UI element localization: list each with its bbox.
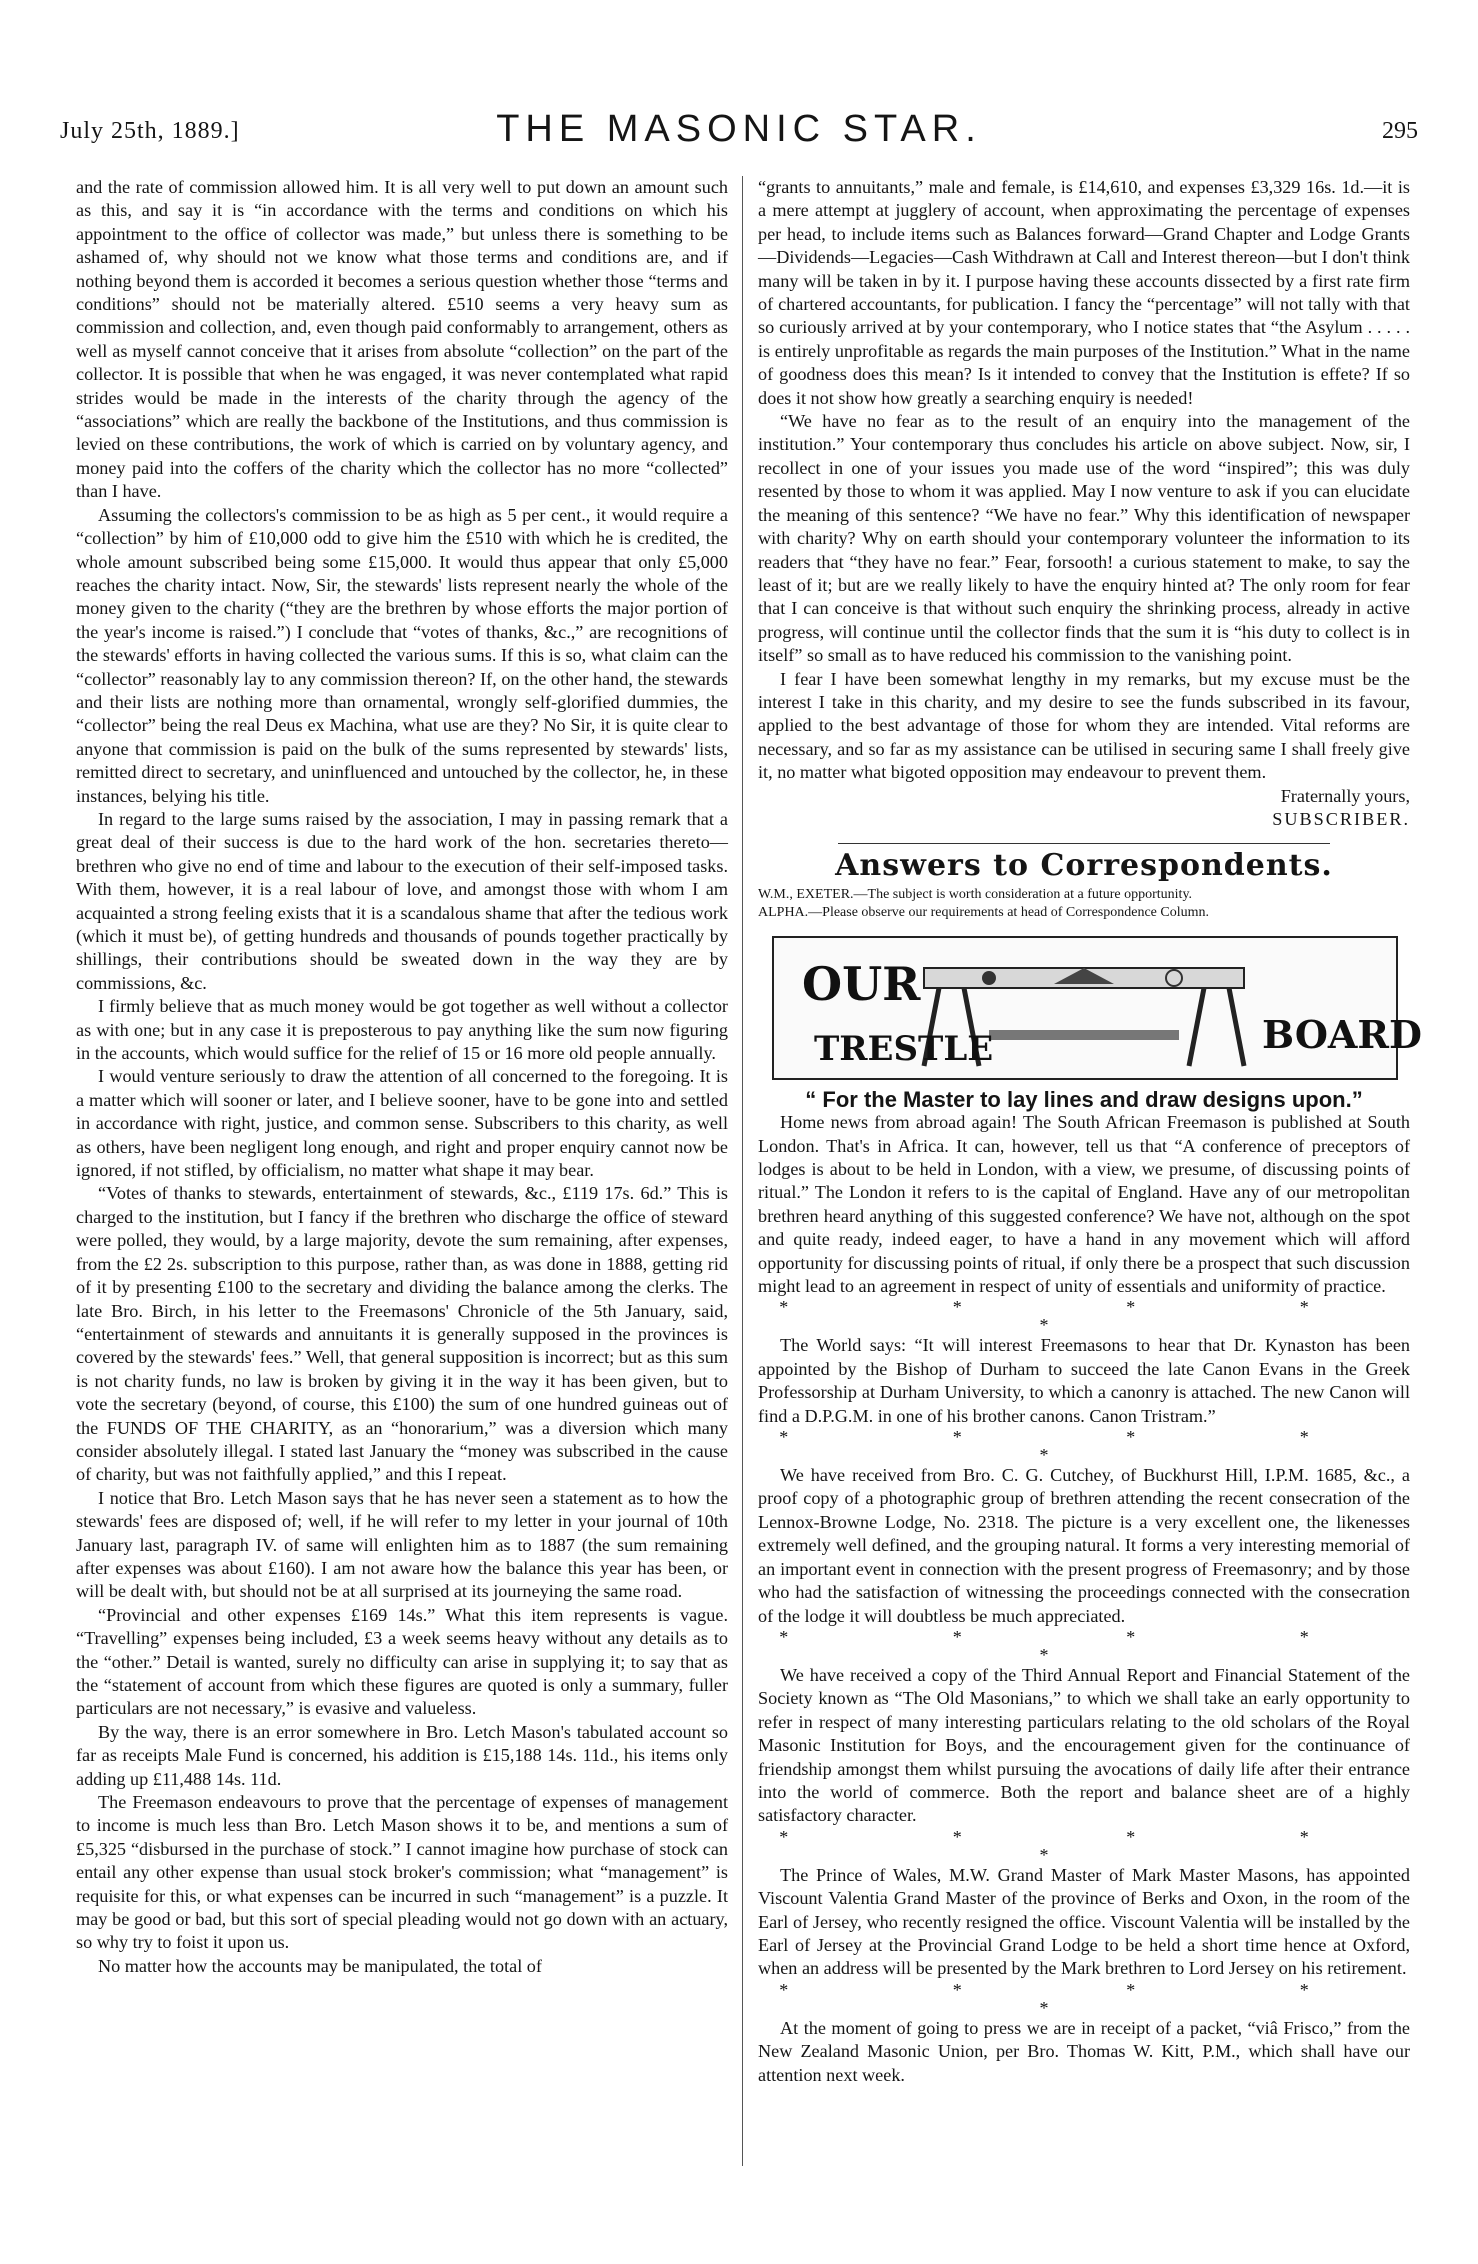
paragraph: I firmly believe that as much money would be got together as well without a collector as with one; but in any case it is preposterous to pay anything like the sum now figuring in the accounts, which would suffice for the relief of 15 or 16 more old people annually.	[76, 996, 728, 1064]
answers-heading: Answers to Correspondents.	[835, 848, 1333, 884]
banner-word-trestle: TRESTLE	[814, 1028, 994, 1069]
star-separator: * * * * *	[779, 1427, 1389, 1466]
paragraph: Assuming the collectors's commission to be as high as 5 per cent., it would require a “collection” by him of £10,000 odd to give him the £510 with which he is credited, the whole amount subscribed being some £15,000. It would thus appear that only £5,000 reaches the charity intact. Now, Sir, the stewards' lists represent nearly the whole of the money given to the charity (“they are the brethren by whose efforts the major portion of the year's income is raised.”) I conclude that “votes of thanks, &c.,” are recognitions of the stewards' efforts in having collected the various sums. If this is so, what claim can the “collector” reasonably lay to any commission thereon? If, on the other hand, the stewards and their lists are nothing more than ornamental, wrongly self-glorified dummies, the “collector” being the real Deus ex Machina, what use are they? No Sir, it is quite clear to anyone that commission is paid on the bulk of the sums represented by stewards' lists, remitted direct to secretary, and uninfluenced and untouched by the collector, he, in these instances, belying his title.	[76, 504, 728, 806]
answer-line: ALPHA.—Please observe our requirements at head of Correspondence Column.	[758, 904, 1209, 920]
issue-date: July 25th, 1889.]	[60, 118, 240, 144]
paragraph: In regard to the large sums raised by the association, I may in passing remark that a great deal of their success is due to the hard work of the hon. secretaries thereto—brethren who give no end of time and labour to the execution of their self-imposed tasks. With them, however, it is a real labour of love, and amongst those with whom I am acquainted a strong feeling exists that it is a scandalous shame that after the tedious work (which it must be), of getting hundreds and thousands of pounds together practically by shillings, their contributions should be sweated down in the way they are by commissions, &c.	[76, 808, 728, 993]
signature-name: SUBSCRIBER.	[1272, 808, 1410, 829]
compass-icon	[982, 971, 996, 985]
paragraph: The World says: “It will interest Freemasons to hear that Dr. Kynaston has been appointed by the Bishop of Durham to succeed the late Canon Evans in the Greek Professorship at Durham University, to which a canonry is attached. The new Canon will find a D.P.G.M. in one of his brother canons. Canon Tristram.”	[758, 1335, 1410, 1426]
column-divider	[742, 176, 743, 2166]
paragraph: “Votes of thanks to stewards, entertainment of stewards, &c., £119 17s. 6d.” This is charged to the institution, but I fancy if the brethren who discharge the office of steward were polled, they would, by a large majority, devote the sum remaining, after expenses, from the £2 2s. subscription to this purpose, rather than, as was done in 1888, getting rid of it by presenting £100 to the secretary and dividing the balance among the clerks. The late Bro. Birch, in his letter to the Freemasons' Chronicle of the 5th January, said, “entertainment of stewards and annuitants it is generally supposed in the provinces is covered by the stewards' fees.” Well, that general supposition is incorrect; but as this sum is not charity funds, no law is broken by giving it in the way it has been given, but to vote the secretary (beyond, of course, this £100) the sum of one hundred guineas out of the FUNDS OF THE CHARITY, as an “honorarium,” was a diversion which many consider absolutely illegal. I stated last January the “money was subscribed in the cause of charity, but was not faithfully applied,” and this I repeat.	[76, 1183, 728, 1485]
page-number: 295	[1382, 118, 1418, 144]
paragraph: We have received from Bro. C. G. Cutchey, of Buckhurst Hill, I.P.M. 1685, &c., a proof copy of a photographic group of brethren attending the recent consecration of the Lennox-Browne Lodge, No. 2318. The picture is a very excellent one, the likenesses extremely well defined, and the grouping natural. It forms a very interesting memorial of an important event in connection with the present progress of Freemasonry; and by those who had the satisfaction of witnessing the proceedings connected with the consecration of the lodge it will doubtless be much appreciated.	[758, 1465, 1410, 1626]
page-header	[60, 108, 1418, 152]
banner-word-our: OUR	[802, 956, 921, 1011]
right-column	[758, 176, 1422, 2087]
paragraph: “We have no fear as to the result of an enquiry into the management of the institution.” Your contemporary thus concludes his article on above subject. Now, sir, I recollect in one of your issues you made use of the word “inspired”; this was duly resented by those to whom it was applied. May I now venture to ask if you can elucidate the meaning of this sentence? “We have no fear.” Why this identification of newspaper with charity? Why on earth should your contemporary volunteer the information to its readers that “they have no fear.” Fear, forsooth! a curious statement to make, to say the least of it; but are we really likely to have the enquiry hinted at? The only room for fear that I can conceive is that without such enquiry the shrinking process, already in active progress, will continue until the collector finds that the sum it is “his duty to collect is in itself” so small as to have reduced his commission to the vanishing point.	[758, 411, 1410, 666]
answer-line: W.M., EXETER.—The subject is worth consideration at a future opportunity.	[758, 886, 1193, 902]
paragraph: The Prince of Wales, M.W. Grand Master of Mark Master Masons, has appointed Viscount Valentia Grand Master of the province of Berks and Oxon, in the room of the Earl of Jersey, who recently resigned the office. Viscount Valentia will be installed by the Earl of Jersey at the Provincial Grand Lodge to be held a short time hence at Oxford, when an address will be presented by the Mark brethren to Lord Jersey on his retirement.	[758, 1864, 1410, 1979]
banner-motto: “ For the Master to lay lines and draw designs upon.”	[805, 1086, 1363, 1112]
paragraph: At the moment of going to press we are in receipt of a packet, “viâ Frisco,” from the New Zealand Masonic Union, per Bro. Thomas W. Kitt, P.M., which shall have our attention next week.	[758, 2017, 1410, 2085]
paragraph: “grants to annuitants,” male and female, is £14,610, and expenses £3,329 16s. 1d.—it is a mere attempt at jugglery of account, when approximating the percentage of expenses per head, to include items such as Balances forward—Grand Chapter and Lodge Grants—Dividends—Legacies—Cash Withdrawn at Call and Interest thereon—but I don't think many will be taken in by it. I purpose having these accounts dissected by a first rate firm of chartered accountants, for publication. I fancy the “percentage” will not tally with that so curiously arrived at by your contemporary, who I notice states that “the Asylum . . . . . is entirely unprofitable as regards the main purposes of the Institution.” What in the name of goodness does this mean? Is it intended to convey that the Institution is effete? If so does it not show how greatly a searching enquiry is needed!	[758, 177, 1410, 408]
letter-signoff	[758, 785, 1410, 808]
star-separator: * * * * *	[779, 1979, 1389, 2018]
left-column	[76, 176, 728, 1978]
paragraph: By the way, there is an error somewhere in Bro. Letch Mason's tabulated account so far as receipts Male Fund is concerned, his addition is £15,188 14s. 11d., his items only adding up £11,488 14s. 11d.	[76, 1721, 728, 1789]
paragraph: “Provincial and other expenses £169 14s.” What this item represents is vague. “Travelling” expenses being included, £3 a week seems heavy without any details as to the “other.” Detail is wanted, surely no difficulty can arise in supplying it; to say that as the “statement of account from which these figures are quoted is only a summary, fuller particulars are not necessary,” is evasive and valueless.	[76, 1604, 728, 1719]
paragraph: We have received a copy of the Third Annual Report and Financial Statement of the Society known as “The Old Masonians,” to which we shall take an early opportunity to refer in respect of many interesting particulars relating to the old scholars of the Royal Masonic Institution for Boys, and the encouragement given for the continuance of friendship amongst them whilst pursuing the avocations of daily life after their entrance into the world of commerce. Both the report and balance sheet are of a highly satisfactory character.	[758, 1664, 1410, 1826]
trestle-stretcher	[989, 1030, 1179, 1040]
paragraph: Home news from abroad again! The South African Freemason is published at South London. That's in Africa. It can, however, tell us that “A conference of preceptors of lodges is about to be held in London, with a view, we presume, of discussing points of ritual.” The London it refers to is the capital of England. Have any of our metropolitan brethren heard anything of this suggested conference? We have not, although on the spot and quite ready, indeed eager, to have a hand in any movement which will afford opportunity for discussing points of ritual, if only there be a prospect that such discussion might lead to an agreement in respect of unity of essentials and uniformity of practice.	[758, 1112, 1410, 1297]
trestle-board-banner	[772, 936, 1422, 1080]
paragraph: The Freemason endeavours to prove that the percentage of expenses of management to income is much less than Bro. Letch Mason shows it to be, and mentions a sum of £5,325 “disbursed in the purchase of stock.” I cannot imagine how purchase of stock can entail any other expense than usual stock broker's commission; what “management” is requisite for this, or what expenses can be incurred in such “management” is a puzzle. It may be good or bad, but this sort of special pleading would not go down with an actuary, so why try to foist it upon us.	[76, 1792, 728, 1953]
paragraph: I fear I have been somewhat lengthy in my remarks, but my excuse must be the interest I take in this charity, and my desire to see the funds subscribed in its favour, applied to the best advantage of those for whom they are intended. Vital reforms are necessary, and so far as my assistance can be utilised in securing same I shall freely give it, no matter what bigoted opposition may endeavour to prevent them.	[758, 668, 1410, 783]
paragraph: I would venture seriously to draw the attention of all concerned to the foregoing. It is a matter which will sooner or later, and I believe sooner, have to be gone into and settled in accordance with right, justice, and common sense. Subscribers to this charity, as well as others, have been negligent long enough, and right and proper enquiry cannot now be ignored, if not stifled, by officialism, no matter what shape it may bear.	[76, 1066, 728, 1181]
trestle-board-illustration	[774, 938, 1422, 1078]
paragraph: No matter how the accounts may be manipulated, the total of	[98, 1955, 542, 1976]
star-separator: * * * * *	[779, 1297, 1389, 1336]
star-separator: * * * * *	[779, 1826, 1389, 1865]
paragraph: I notice that Bro. Letch Mason says that he has never seen a statement as to how the stewards' fees are disposed of; well, if he will refer to my letter in your journal of 10th January last, paragraph IV. of same will enlighten him as to 1887 (the sum remaining after expenses was about £160). I am not aware how the balance this year has been, or will be dealt with, but should not be at all surprised at its journeying the same road.	[76, 1487, 728, 1602]
section-rule	[838, 843, 1330, 844]
masthead-title: THE MASONIC STAR.	[496, 108, 982, 150]
paragraph: and the rate of commission allowed him. It is all very well to put down an amount such as this, and say it is “in accordance with the terms and conditions on which his appointment to the office of collector was made,” but unless there is something to be ashamed of, why should not we know what those terms and conditions are, and if nothing beyond them is accorded it becomes a serious question whether those “terms and conditions” should not be materially altered. £510 seems a very heavy sum as commission and collection, and, even though paid conformably to arrangement, others as well as myself cannot conceive that it arises from absolute “collection” on the part of the collector. It is possible that when he was engaged, it was never contemplated what rapid strides would be made in the interests of the charity through the agency of the “associations” which are really the backbone of the Institutions, and thus commission is levied on these contributions, the work of which is carried on by voluntary agency, and money paid into the coffers of the charity which the collector has no more “collected” than I have.	[76, 177, 728, 502]
closing-phrase: Fraternally yours,	[1280, 785, 1410, 806]
banner-word-board: BOARD	[1262, 1011, 1422, 1057]
star-separator: * * * * *	[779, 1626, 1389, 1665]
